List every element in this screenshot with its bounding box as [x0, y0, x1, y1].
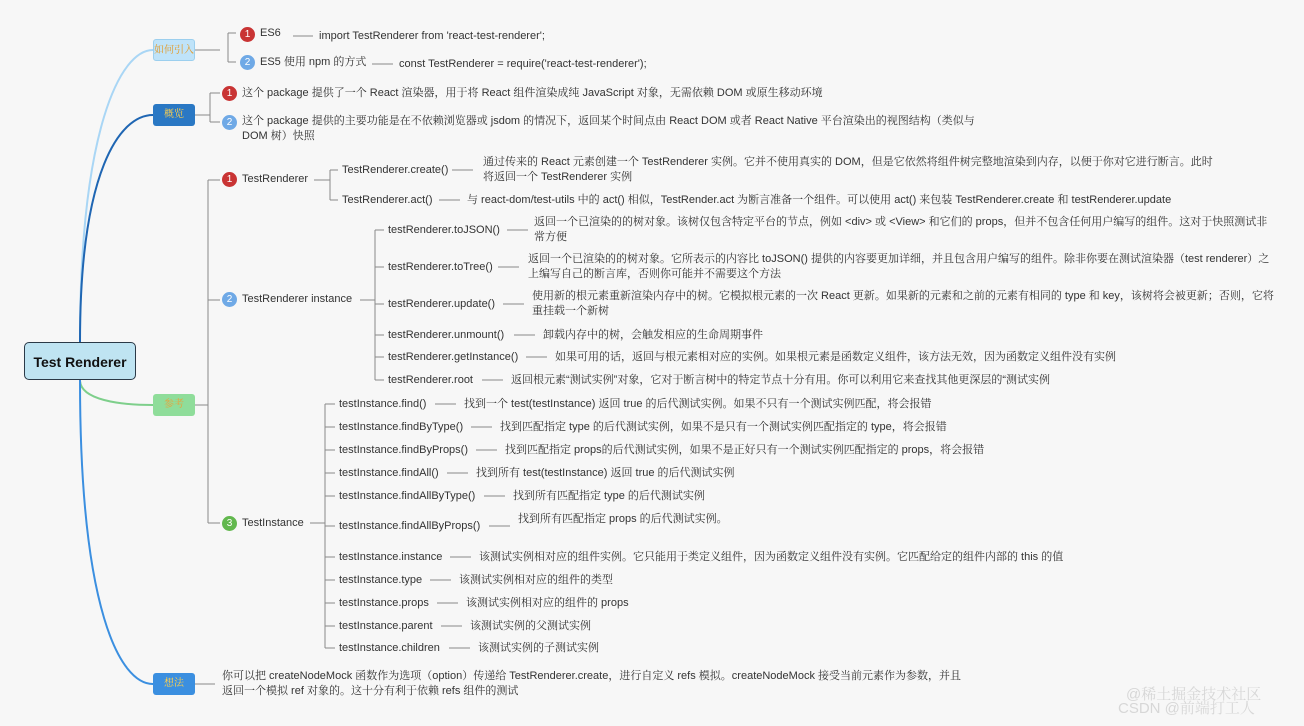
watermark-juejin: @稀土掘金技术社区 — [1126, 686, 1262, 703]
category-ideas[interactable]: 想法 — [153, 673, 195, 695]
method-desc: 找到匹配指定 type 的后代测试实例，如果不是只有一个测试实例匹配指定的 type，将会报错 — [500, 421, 947, 433]
method-name[interactable]: testInstance.instance — [339, 551, 443, 563]
import-es6-code[interactable]: import TestRenderer from 'react-test-renderer'; — [319, 30, 545, 42]
method-name[interactable]: testRenderer.toJSON() — [388, 224, 500, 236]
method-name[interactable]: testInstance.findByType() — [339, 421, 464, 433]
method-name[interactable]: testRenderer.unmount() — [388, 329, 505, 341]
method-desc: 与 react-dom/test-utils 中的 act() 相似，TestRender.act 为断言准备一个组件。可以使用 act() 来包装 TestRenderer.create 和 testRenderer.update — [467, 194, 1172, 206]
overview-item-1[interactable]: 这个 package 提供了一个 React 渲染器，用于将 React 组件渲染成纯 JavaScript 对象，无需依赖 DOM 或原生移动环境 — [242, 87, 823, 99]
method-name[interactable]: TestRenderer.act() — [342, 194, 433, 206]
number-badge: 2 — [222, 115, 237, 130]
method-desc: 返回一个已渲染的的树对象。该树仅包含特定平台的节点，例如 <div> 或 <View> 和它们的 props，但并不包含任何用户编写的组件。这对于快照测试非常方便 — [534, 216, 1268, 243]
method-name[interactable]: testRenderer.getInstance() — [388, 351, 519, 363]
method-desc: 该测试实例相对应的组件实例。它只能用于类定义组件，因为函数定义组件没有实例。它匹配给定的组件内部的 this 的值 — [479, 551, 1064, 563]
method-name[interactable]: testRenderer.update() — [388, 298, 496, 310]
number-badge: 2 — [222, 292, 237, 307]
method-desc: 找到所有匹配指定 props 的后代测试实例。 — [518, 513, 728, 525]
method-desc: 卸载内存中的树，会触发相应的生命周期事件 — [543, 329, 763, 341]
method-desc: 使用新的根元素重新渲染内存中的树。它模拟根元素的一次 React 更新。如果新的元素和之前的元素有相同的 type 和 key，该树将会被更新；否则，它将重挂载一个新树 — [532, 290, 1274, 317]
number-badge: 1 — [222, 86, 237, 101]
category-overview[interactable]: 概览 — [153, 104, 195, 126]
method-desc: 该测试实例的子测试实例 — [478, 642, 599, 654]
method-desc: 返回一个已渲染的的树对象。它所表示的内容比 toJSON() 提供的内容要更加详细，并且包含用户编写的组件。除非你要在测试渲染器（test renderer）之上编写自己的断言库，否则你可能并不需要这个方法 — [528, 253, 1270, 280]
method-name[interactable]: testInstance.parent — [339, 620, 433, 632]
method-desc: 找到所有匹配指定 type 的后代测试实例 — [513, 490, 705, 502]
method-name[interactable]: testInstance.findAll() — [339, 467, 439, 479]
import-es6-label[interactable]: ES6 — [260, 27, 281, 39]
method-name[interactable]: testInstance.findAllByProps() — [339, 520, 481, 532]
method-name[interactable]: testInstance.findAllByType() — [339, 490, 476, 502]
method-name[interactable]: testInstance.type — [339, 574, 423, 586]
import-es5-label[interactable]: ES5 使用 npm 的方式 — [260, 56, 367, 68]
category-reference[interactable]: 参考 — [153, 394, 195, 416]
import-es5-code[interactable]: const TestRenderer = require('react-test-renderer'); — [399, 58, 647, 70]
method-name[interactable]: testRenderer.root — [388, 374, 473, 386]
overview-item-2[interactable]: 这个 package 提供的主要功能是在不依赖浏览器或 jsdom 的情况下，返回某个时间点由 React DOM 或者 React Native 平台渲染出的视图结构（类似与 DOM 树）快照 — [242, 115, 975, 142]
method-name[interactable]: testInstance.findByProps() — [339, 444, 469, 456]
method-desc: 通过传来的 React 元素创建一个 TestRenderer 实例。它并不使用真实的 DOM，但是它依然将组件树完整地渲染到内存，以便于你对它进行断言。此时将返回一个 TestRenderer 实例 — [483, 156, 1213, 183]
number-badge: 1 — [222, 172, 237, 187]
category-import[interactable]: 如何引入 — [153, 39, 195, 61]
method-desc: 找到所有 test(testInstance) 返回 true 的后代测试实例 — [476, 467, 735, 479]
watermark-csdn: CSDN @前端打工人 — [1118, 700, 1255, 717]
number-badge: 3 — [222, 516, 237, 531]
test-renderer-instance-label[interactable]: TestRenderer instance — [242, 293, 353, 305]
test-renderer-label[interactable]: TestRenderer — [242, 173, 309, 185]
method-name[interactable]: testInstance.find() — [339, 398, 427, 410]
method-name[interactable]: testRenderer.toTree() — [388, 261, 493, 273]
number-badge: 1 — [240, 27, 255, 42]
method-name[interactable]: testInstance.props — [339, 597, 429, 609]
ideas-text[interactable]: 你可以把 createNodeMock 函数作为选项（option）传递给 TestRenderer.create，进行自定义 refs 模拟。createNodeMock 接受当前元素作为参数，并且返回一个模拟 ref 对象的。这十分有利于依赖 refs 组件的测试 — [222, 670, 961, 697]
method-desc: 该测试实例的父测试实例 — [470, 620, 591, 632]
method-name[interactable]: testInstance.children — [339, 642, 440, 654]
number-badge: 2 — [240, 55, 255, 70]
test-instance-label[interactable]: TestInstance — [242, 517, 304, 529]
method-desc: 该测试实例相对应的组件的 props — [466, 597, 629, 609]
method-desc: 返回根元素“测试实例”对象，它对于断言树中的特定节点十分有用。你可以利用它来查找其他更深层的“测试实例 — [511, 374, 1050, 386]
method-desc: 该测试实例相对应的组件的类型 — [459, 574, 613, 586]
root-node[interactable]: Test Renderer — [24, 342, 136, 380]
method-desc: 找到匹配指定 props的后代测试实例，如果不是正好只有一个测试实例匹配指定的 props，将会报错 — [505, 444, 985, 456]
method-desc: 找到一个 test(testInstance) 返回 true 的后代测试实例。如果不只有一个测试实例匹配，将会报错 — [464, 398, 932, 410]
method-name[interactable]: TestRenderer.create() — [342, 164, 449, 176]
method-desc: 如果可用的话，返回与根元素相对应的实例。如果根元素是函数定义组件，该方法无效，因为函数定义组件没有实例 — [555, 351, 1116, 363]
